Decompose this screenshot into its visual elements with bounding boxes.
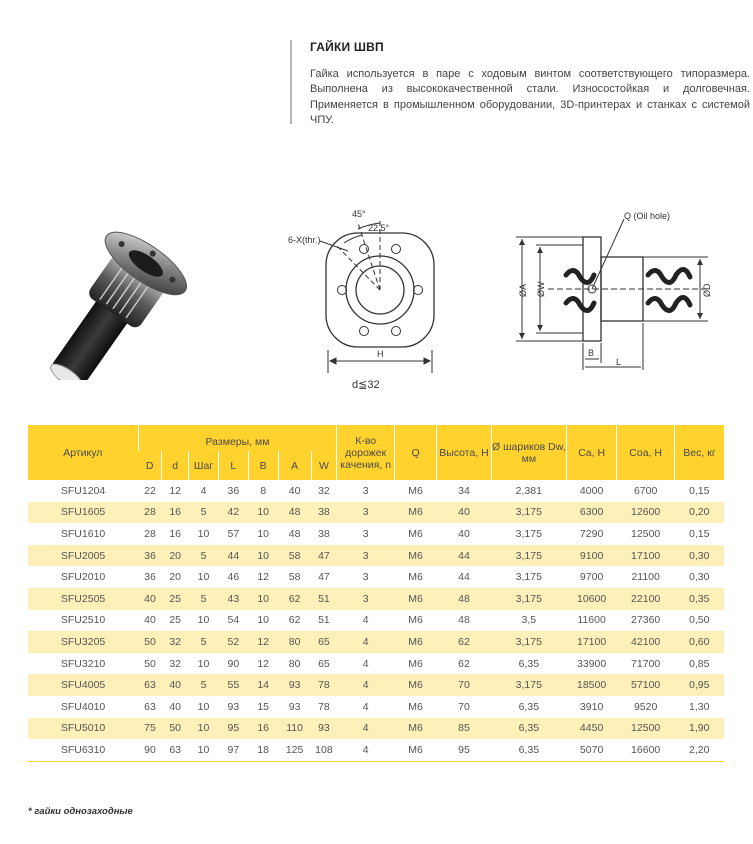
table-cell: 2,381 [515,484,542,497]
dim-w-label: ØW [536,281,546,297]
dim-d-label: ØD [702,283,712,297]
d-condition-label: d≦32 [352,379,380,391]
header-ca: Ca, H [566,425,616,480]
table-cell: 14 [248,674,278,696]
table-cell: 40 [437,502,492,524]
table-cell: 93 [278,674,311,696]
table-cell: 3,175 [491,502,566,524]
table-cell: 38 [311,502,337,524]
table-cell: 63 [144,700,156,713]
table-cell: 8 [260,484,267,497]
table-cell: 80 [278,631,311,653]
table-cell: 58 [288,571,301,584]
table-cell: 95 [437,739,492,761]
header-sub-d-outer: D [138,451,162,480]
table-cell: 62 [288,614,301,627]
table-cell: 4 [200,484,207,497]
table-cell: 0,30 [674,545,724,567]
table-cell: M6 [394,588,436,610]
header-sub-w: W [311,451,337,480]
table-cell: 3,175 [491,674,566,696]
table-row [28,566,724,588]
table-row [28,653,724,675]
table-row [28,545,724,567]
table-cell: 38 [318,527,330,540]
table-cell: 6,35 [491,718,566,740]
table-cell: 80 [288,657,301,670]
table-cell: M6 [408,571,423,584]
table-cell: 52 [218,631,248,653]
table-cell: 40 [169,700,182,713]
table-cell: 40 [288,484,301,497]
article-cell: SFU4005 [28,674,138,696]
table-cell: 12600 [617,502,675,524]
table-cell: 93 [288,700,301,713]
table-cell: 33900 [577,657,607,670]
table-row [28,610,724,632]
table-cell: 5 [189,545,219,567]
table-cell: 10 [197,571,210,584]
table-cell: 4 [362,614,369,627]
table-cell: 6700 [633,484,658,497]
article-cell: SFU2010 [60,571,106,584]
article-cell: SFU3210 [60,657,106,670]
front-h-label: H [377,349,384,359]
table-cell: 42 [218,502,248,524]
table-row [28,674,724,696]
table-cell: 10 [197,614,210,627]
table-cell: M6 [408,700,423,713]
table-cell: M6 [394,631,436,653]
table-cell: 42100 [617,631,675,653]
table-cell: 25 [169,614,182,627]
table-cell: 108 [311,739,337,761]
table-cell: 18500 [566,674,616,696]
table-cell: 9100 [566,545,616,567]
table-cell: 3,175 [515,527,542,540]
dim-b-label: B [588,348,595,358]
table-cell: 51 [318,614,330,627]
table-cell: 1,90 [674,718,724,740]
table-cell: 110 [278,718,311,740]
table-cell: 90 [227,657,240,670]
table-cell: 71700 [631,657,661,670]
table-cell: 51 [311,588,337,610]
table-cell: 16 [169,527,182,540]
table-cell: 11600 [577,614,606,627]
table-row [28,718,724,740]
article-cell: SFU5010 [28,718,138,740]
table-cell: 44 [218,545,248,567]
table-cell: M6 [394,545,436,567]
header-sub-l: L [218,451,248,480]
table-cell: 4000 [579,484,604,497]
table-cell: 10 [189,739,219,761]
table-cell: 10 [197,527,210,540]
header-sub-b: B [248,451,278,480]
table-cell: 54 [227,614,240,627]
table-cell: 90 [138,739,162,761]
header-balls: Ø шариков Dw, мм [491,425,566,480]
table-cell: 3,175 [491,588,566,610]
article-cell: SFU2505 [28,588,138,610]
table-cell: 5 [189,631,219,653]
table-cell: 3 [362,484,369,497]
table-cell: 46 [227,571,240,584]
thread-holes-label: 6-X(thr.) [288,235,321,245]
table-cell: 17100 [566,631,616,653]
table-cell: M6 [408,657,423,670]
table-cell: 16 [162,502,189,524]
table-cell: 50 [144,657,156,670]
table-cell: 12 [248,631,278,653]
table-row [28,739,724,761]
page-title: ГАЙКИ ШВП [310,40,384,54]
table-cell: 3 [362,527,369,540]
table-cell: 0,95 [674,674,724,696]
table-cell: 36 [138,545,162,567]
header-sub-a: A [278,451,311,480]
table-cell: 4 [337,739,395,761]
article-cell: SFU4010 [60,700,106,713]
table-cell: 58 [278,545,311,567]
table-cell: 55 [218,674,248,696]
table-cell: 63 [138,674,162,696]
table-cell: 12 [169,484,182,497]
table-cell: 3,175 [491,545,566,567]
table-cell: 5 [189,674,219,696]
table-cell: 16600 [617,739,675,761]
table-row [28,631,724,653]
table-cell: 18 [248,739,278,761]
table-cell: 3,175 [491,631,566,653]
table-cell: 3,175 [515,571,542,584]
table-cell: 10 [257,527,270,540]
table-cell: 10 [197,700,210,713]
table-cell: 65 [311,631,337,653]
article-cell: SFU2005 [28,545,138,567]
table-cell: 0,85 [689,657,710,670]
table-cell: 32 [318,484,330,497]
header-sub-pitch: Шаг [189,451,219,480]
table-cell: 0,20 [674,502,724,524]
table-cell: 40 [138,588,162,610]
table-cell: 12500 [617,718,675,740]
table-cell: 62 [278,588,311,610]
article-cell: SFU3205 [28,631,138,653]
table-cell: 0,15 [689,484,710,497]
table-row [28,480,724,502]
side-view-drawing [508,205,723,375]
table-cell: 48 [437,588,492,610]
table-cell: 40 [144,614,156,627]
table-cell: 12500 [631,527,661,540]
table-cell: 75 [138,718,162,740]
table-cell: 78 [318,700,330,713]
table-cell: 4 [362,700,369,713]
table-cell: 47 [318,571,330,584]
table-cell: 34 [458,484,470,497]
table-cell: 40 [458,527,470,540]
table-cell: M6 [394,718,436,740]
table-cell: 6,35 [518,657,540,670]
article-cell: SFU6310 [28,739,138,761]
table-cell: 6300 [566,502,616,524]
table-cell: 0,30 [689,571,710,584]
table-cell: 78 [311,674,337,696]
table-cell: 3 [362,571,369,584]
table-cell: 10 [257,614,270,627]
table-cell: 4 [362,657,369,670]
table-cell: M6 [394,739,436,761]
table-cell: 93 [227,700,240,713]
intro-block [290,40,750,127]
article-cell: SFU1204 [60,484,106,497]
table-cell: 47 [311,545,337,567]
table-cell: 125 [278,739,311,761]
table-cell: 9700 [579,571,604,584]
header-dimensions: Размеры, мм [138,425,337,451]
table-cell: 65 [318,657,330,670]
table-cell: 0,50 [689,614,710,627]
table-cell: 32 [162,631,189,653]
table-cell: 48 [278,502,311,524]
table-cell: 43 [218,588,248,610]
table-cell: 36 [227,484,240,497]
ballnut-photo [28,215,203,380]
angle-22-label: 22.5° [368,223,390,233]
table-cell: 48 [458,614,470,627]
table-cell: 10 [197,657,210,670]
table-cell: 0,15 [689,527,710,540]
table-cell: 4 [337,718,395,740]
table-cell: 50 [162,718,189,740]
table-cell: 20 [169,571,182,584]
table-cell: 10 [248,588,278,610]
table-cell: 0,35 [674,588,724,610]
table-cell: 10 [248,502,278,524]
table-cell: 95 [218,718,248,740]
table-cell: 32 [169,657,182,670]
table-cell: 12 [257,657,270,670]
table-cell: 4450 [566,718,616,740]
footnote: * гайки однозаходные [28,806,133,817]
table-cell: 57100 [617,674,675,696]
table-cell: 70 [437,674,492,696]
table-cell: 62 [458,657,470,670]
table-cell: 5070 [566,739,616,761]
table-cell: 6,35 [518,700,540,713]
table-cell: 63 [162,739,189,761]
table-cell: 44 [458,571,470,584]
table-cell: 4 [337,631,395,653]
header-q: Q [394,425,436,480]
table-row [28,502,724,524]
table-row [28,588,724,610]
table-cell: 3,5 [521,614,537,627]
dim-a-label: ØA [518,283,528,297]
table-cell: 9520 [633,700,658,713]
table-cell: 16 [248,718,278,740]
table-cell: 3 [337,502,395,524]
table-cell: 12 [257,571,270,584]
table-cell: 5 [189,588,219,610]
article-cell: SFU2510 [60,614,106,627]
table-cell: 48 [288,527,301,540]
table-cell: M6 [394,502,436,524]
article-cell: SFU1605 [28,502,138,524]
table-cell: 6,35 [491,739,566,761]
table-cell: 44 [437,545,492,567]
header-weight: Вес, кг [674,425,724,480]
table-cell: 22 [144,484,156,497]
table-cell: 4 [337,674,395,696]
header-coa: Coa, H [617,425,675,480]
table-cell: 10600 [566,588,616,610]
table-cell: 27360 [631,614,661,627]
table-row [28,696,724,718]
table-cell: 3910 [579,700,604,713]
table-cell: 57 [227,527,240,540]
intro-text: Гайка используется в паре с ходовым винтом соответствующего типоразмера. Выполнена из высококачественной стали. Износостойкая и долговечная. Применяется в промышленном оборудовании, 3D-принтерах и станках с системой ЧПУ. [310,68,750,127]
table-cell: M6 [394,674,436,696]
table-cell: 10 [248,545,278,567]
table-cell: 0,60 [674,631,724,653]
table-cell: 70 [458,700,470,713]
article-cell: SFU1610 [60,527,106,540]
header-height: Высота, H [437,425,492,480]
table-cell: 2,20 [674,739,724,761]
table-cell: 85 [437,718,492,740]
table-cell: 40 [162,674,189,696]
table-cell: 15 [257,700,270,713]
table-cell: 17100 [617,545,675,567]
table-row [28,523,724,545]
table-cell: 50 [138,631,162,653]
table-cell: 20 [162,545,189,567]
table-cell: 36 [144,571,156,584]
table-cell: 3 [337,588,395,610]
table-cell: 28 [138,502,162,524]
table-cell: 7290 [579,527,604,540]
table-cell: M6 [408,614,423,627]
dim-l-label: L [616,357,622,367]
angle-45-label: 45° [352,209,366,219]
specs-table-body [28,480,724,761]
header-tracks: К-во дорожек качения, n [337,425,395,480]
table-cell: M6 [408,527,423,540]
table-cell: 93 [311,718,337,740]
table-cell: 21100 [631,571,660,584]
front-view-drawing [282,205,462,375]
table-cell: 62 [437,631,492,653]
table-cell: 25 [162,588,189,610]
header-sub-d-inner: d [162,451,189,480]
table-cell: 5 [189,502,219,524]
table-cell: M6 [408,484,423,497]
header-article: Артикул [28,425,138,480]
table-cell: 1,30 [689,700,710,713]
table-cell: 10 [189,718,219,740]
specs-table [28,425,724,762]
table-cell: 28 [144,527,156,540]
table-cell: 97 [218,739,248,761]
table-cell: 22100 [617,588,675,610]
oil-hole-label: Q (Oil hole) [624,211,671,221]
table-cell: 3 [337,545,395,567]
